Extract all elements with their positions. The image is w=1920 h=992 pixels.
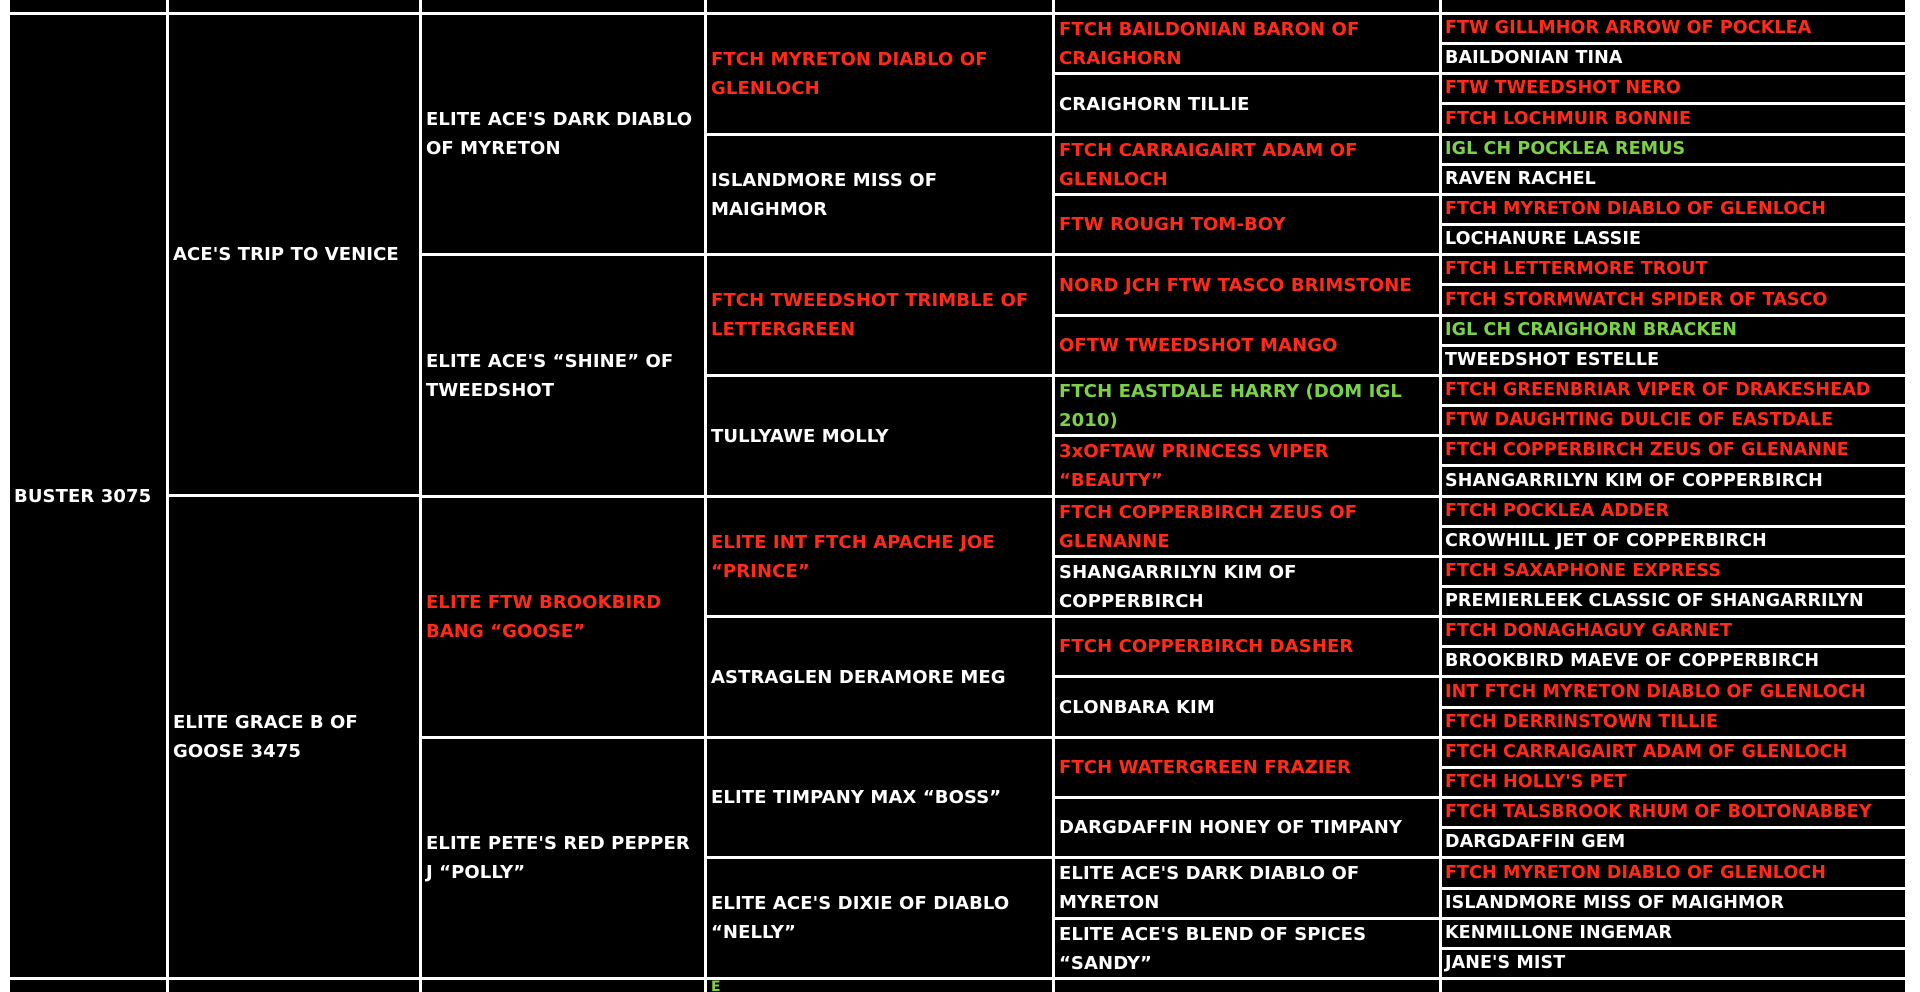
gen5-ancestor-cell bbox=[1442, 588, 1905, 615]
gen4-ancestor-cell bbox=[1055, 437, 1439, 495]
gen5-ancestor-cell bbox=[1442, 407, 1905, 434]
partial-row-top-gen4 bbox=[1055, 0, 1439, 12]
gen5-ancestor-name: FTCH MYRETON DIABLO OF GLENLOCH bbox=[1445, 862, 1826, 883]
gen5-ancestor-name: DARGDAFFIN GEM bbox=[1445, 832, 1626, 852]
subject-name: BUSTER 3075 bbox=[14, 485, 152, 507]
partial-row-top-gen5 bbox=[1442, 0, 1905, 12]
gen5-ancestor-cell bbox=[1442, 347, 1905, 374]
gen5-ancestor-name: FTCH STORMWATCH SPIDER OF TASCO bbox=[1445, 289, 1828, 310]
gen5-ancestor-name: BAILDONIAN TINA bbox=[1445, 48, 1623, 68]
gen3-ancestor-cell bbox=[707, 498, 1052, 615]
gen4-ancestor-name: 3xOFTAW PRINCESS VIPER “BEAUTY” bbox=[1059, 441, 1329, 491]
gen4-ancestor-cell bbox=[1055, 256, 1439, 314]
gen5-ancestor-name: FTCH TALSBROOK RHUM OF BOLTONABBEY bbox=[1445, 802, 1872, 822]
gen4-ancestor-cell bbox=[1055, 15, 1439, 72]
gen4-ancestor-cell bbox=[1055, 618, 1439, 675]
gen5-ancestor-cell bbox=[1442, 799, 1905, 826]
gen5-ancestor-cell bbox=[1442, 769, 1905, 796]
gen2-ancestor-name: ELITE ACE'S “SHINE” OF TWEEDSHOT bbox=[426, 350, 674, 401]
gen5-ancestor-cell bbox=[1442, 377, 1905, 404]
gen5-ancestor-cell bbox=[1442, 920, 1905, 947]
gen3-ancestor-name: ELITE ACE'S DIXIE OF DIABLO “NELLY” bbox=[711, 893, 1010, 943]
gen4-ancestor-name: CRAIGHORN TILLIE bbox=[1059, 93, 1250, 115]
partial-row-bottom-gen0 bbox=[10, 980, 166, 992]
gen3-ancestor-name: FTCH MYRETON DIABLO OF GLENLOCH bbox=[711, 49, 988, 99]
gen3-ancestor-cell bbox=[707, 377, 1052, 495]
gen5-ancestor-name: LOCHANURE LASSIE bbox=[1445, 229, 1641, 249]
gen4-ancestor-cell bbox=[1055, 799, 1439, 856]
gen4-ancestor-name: ELITE ACE'S DARK DIABLO OF MYRETON bbox=[1059, 863, 1360, 913]
partial-row-bottom-gen1 bbox=[169, 980, 419, 992]
gen5-ancestor-name: FTCH DONAGHAGUY GARNET bbox=[1445, 621, 1733, 641]
gen4-ancestor-cell bbox=[1055, 498, 1439, 555]
gen5-ancestor-cell bbox=[1442, 15, 1905, 42]
gen5-ancestor-name: FTCH SAXAPHONE EXPRESS bbox=[1445, 561, 1722, 581]
gen5-ancestor-cell bbox=[1442, 105, 1905, 133]
gen5-ancestor-cell bbox=[1442, 498, 1905, 525]
gen5-ancestor-cell bbox=[1442, 739, 1905, 766]
gen4-ancestor-cell bbox=[1055, 75, 1439, 133]
gen5-ancestor-cell bbox=[1442, 136, 1905, 163]
gen3-ancestor-cell bbox=[707, 136, 1052, 253]
gen4-ancestor-name: ELITE ACE'S BLEND OF SPICES “SANDY” bbox=[1059, 923, 1367, 974]
gen5-ancestor-cell bbox=[1442, 950, 1905, 977]
gen1-dam-name: ELITE GRACE B OF GOOSE 3475 bbox=[173, 712, 358, 762]
gen4-ancestor-cell bbox=[1055, 136, 1439, 193]
gen3-ancestor-cell bbox=[707, 739, 1052, 856]
gen4-ancestor-name: FTW ROUGH TOM-BOY bbox=[1059, 214, 1286, 235]
gen4-ancestor-cell bbox=[1055, 558, 1439, 615]
gen4-ancestor-cell bbox=[1055, 920, 1439, 977]
gen5-ancestor-name: FTCH MYRETON DIABLO OF GLENLOCH bbox=[1445, 199, 1826, 219]
partial-row-bottom-gen5 bbox=[1442, 980, 1905, 992]
gen2-ancestor-name: ELITE PETE'S RED PEPPER J “POLLY” bbox=[426, 833, 690, 883]
partial-row-bottom-gen3 bbox=[707, 980, 1052, 992]
gen5-ancestor-name: INT FTCH MYRETON DIABLO OF GLENLOCH bbox=[1445, 681, 1866, 702]
gen3-ancestor-name: ELITE INT FTCH APACHE JOE “PRINCE” bbox=[711, 531, 995, 582]
gen5-ancestor-name: IGL CH CRAIGHORN BRACKEN bbox=[1445, 320, 1737, 340]
gen2-ancestor-cell bbox=[422, 739, 704, 977]
gen5-ancestor-name: FTCH LETTERMORE TROUT bbox=[1445, 259, 1708, 279]
gen4-ancestor-cell bbox=[1055, 317, 1439, 374]
gen5-ancestor-name: BROOKBIRD MAEVE OF COPPERBIRCH bbox=[1445, 651, 1820, 671]
gen4-ancestor-cell bbox=[1055, 678, 1439, 736]
gen5-ancestor-cell bbox=[1442, 648, 1905, 675]
gen5-ancestor-name: FTCH CARRAIGAIRT ADAM OF GLENLOCH bbox=[1445, 742, 1848, 762]
gen1-sire-name: ACE'S TRIP TO VENICE bbox=[173, 244, 399, 265]
gen1-sire-cell bbox=[169, 15, 419, 494]
gen2-ancestor-cell bbox=[422, 15, 704, 253]
gen3-ancestor-cell bbox=[707, 15, 1052, 133]
gen5-ancestor-name: IGL CH POCKLEA REMUS bbox=[1445, 139, 1686, 159]
gen5-ancestor-name: SHANGARRILYN KIM OF COPPERBIRCH bbox=[1445, 470, 1823, 491]
gen5-ancestor-name: JANE'S MIST bbox=[1445, 953, 1566, 973]
gen4-ancestor-name: FTCH BAILDONIAN BARON OF CRAIGHORN bbox=[1059, 18, 1360, 69]
gen5-ancestor-cell bbox=[1442, 196, 1905, 223]
gen5-ancestor-cell bbox=[1442, 286, 1905, 314]
gen5-ancestor-cell bbox=[1442, 166, 1905, 193]
partial-row-top-gen1 bbox=[169, 0, 419, 12]
partial-row-bottom-gen3-fragment: E bbox=[711, 980, 721, 992]
gen5-ancestor-name: FTCH HOLLY'S PET bbox=[1445, 772, 1627, 792]
gen3-ancestor-name: TULLYAWE MOLLY bbox=[711, 425, 889, 447]
gen5-ancestor-name: TWEEDSHOT ESTELLE bbox=[1445, 350, 1660, 370]
gen4-ancestor-name: CLONBARA KIM bbox=[1059, 696, 1215, 718]
gen5-ancestor-cell bbox=[1442, 618, 1905, 645]
gen5-ancestor-cell bbox=[1442, 317, 1905, 344]
gen5-ancestor-cell bbox=[1442, 558, 1905, 585]
gen5-ancestor-cell bbox=[1442, 859, 1905, 887]
gen5-ancestor-cell bbox=[1442, 437, 1905, 464]
gen5-ancestor-cell bbox=[1442, 678, 1905, 706]
gen2-ancestor-cell bbox=[422, 498, 704, 736]
gen5-ancestor-cell bbox=[1442, 709, 1905, 736]
gen4-ancestor-name: SHANGARRILYN KIM OF COPPERBIRCH bbox=[1059, 561, 1297, 612]
gen4-ancestor-name: FTCH EASTDALE HARRY (DOM IGL 2010) bbox=[1059, 380, 1402, 431]
gen3-ancestor-name: FTCH TWEEDSHOT TRIMBLE OF LETTERGREEN bbox=[711, 290, 1029, 340]
gen5-ancestor-cell bbox=[1442, 256, 1905, 283]
gen5-ancestor-name: KENMILLONE INGEMAR bbox=[1445, 923, 1673, 943]
gen5-ancestor-cell bbox=[1442, 75, 1905, 102]
gen4-ancestor-name: DARGDAFFIN HONEY OF TIMPANY bbox=[1059, 817, 1403, 838]
gen4-ancestor-cell bbox=[1055, 377, 1439, 434]
gen4-ancestor-cell bbox=[1055, 196, 1439, 253]
gen5-ancestor-cell bbox=[1442, 226, 1905, 253]
gen2-ancestor-name: ELITE ACE'S DARK DIABLO OF MYRETON bbox=[426, 109, 693, 159]
gen4-ancestor-cell bbox=[1055, 859, 1439, 917]
gen5-ancestor-name: FTCH LOCHMUIR BONNIE bbox=[1445, 108, 1692, 129]
gen3-ancestor-cell bbox=[707, 618, 1052, 736]
gen5-ancestor-cell bbox=[1442, 528, 1905, 555]
gen5-ancestor-name: PREMIERLEEK CLASSIC OF SHANGARRILYN bbox=[1445, 591, 1864, 611]
gen5-ancestor-cell bbox=[1442, 890, 1905, 917]
gen3-ancestor-name: ISLANDMORE MISS OF MAIGHMOR bbox=[711, 169, 938, 220]
gen5-ancestor-name: FTCH COPPERBIRCH ZEUS OF GLENANNE bbox=[1445, 440, 1849, 460]
partial-row-bottom-gen4 bbox=[1055, 980, 1439, 992]
gen4-ancestor-name: OFTW TWEEDSHOT MANGO bbox=[1059, 335, 1338, 356]
gen5-ancestor-name: FTW DAUGHTING DULCIE OF EASTDALE bbox=[1445, 410, 1834, 430]
partial-row-top-gen3 bbox=[707, 0, 1052, 12]
gen4-ancestor-name: FTCH WATERGREEN FRAZIER bbox=[1059, 757, 1351, 778]
gen5-ancestor-name: FTCH POCKLEA ADDER bbox=[1445, 501, 1670, 521]
gen5-ancestor-name: FTCH GREENBRIAR VIPER OF DRAKESHEAD bbox=[1445, 380, 1871, 400]
gen4-ancestor-name: FTCH COPPERBIRCH ZEUS OF GLENANNE bbox=[1059, 501, 1358, 552]
partial-row-top-gen0 bbox=[10, 0, 166, 12]
gen3-ancestor-name: ELITE TIMPANY MAX “BOSS” bbox=[711, 787, 1002, 808]
gen5-ancestor-name: FTW GILLMHOR ARROW OF POCKLEA bbox=[1445, 18, 1812, 38]
gen2-ancestor-cell bbox=[422, 256, 704, 495]
gen5-ancestor-cell bbox=[1442, 45, 1905, 72]
gen2-ancestor-name: ELITE FTW BROOKBIRD BANG “GOOSE” bbox=[426, 592, 662, 642]
gen5-ancestor-name: FTW TWEEDSHOT NERO bbox=[1445, 78, 1681, 98]
gen3-ancestor-cell bbox=[707, 859, 1052, 977]
gen5-ancestor-cell bbox=[1442, 467, 1905, 495]
gen5-ancestor-name: RAVEN RACHEL bbox=[1445, 169, 1596, 189]
gen4-ancestor-name: FTCH COPPERBIRCH DASHER bbox=[1059, 636, 1354, 657]
gen4-ancestor-name: FTCH CARRAIGAIRT ADAM OF GLENLOCH bbox=[1059, 139, 1358, 190]
gen1-dam-cell bbox=[169, 497, 419, 977]
partial-row-bottom-gen2 bbox=[422, 980, 704, 992]
gen4-ancestor-name: NORD JCH FTW TASCO BRIMSTONE bbox=[1059, 274, 1412, 296]
gen5-ancestor-name: FTCH DERRINSTOWN TILLIE bbox=[1445, 712, 1719, 732]
gen5-ancestor-cell bbox=[1442, 829, 1905, 856]
gen3-ancestor-name: ASTRAGLEN DERAMORE MEG bbox=[711, 666, 1006, 688]
partial-row-top-gen2 bbox=[422, 0, 704, 12]
subject-cell bbox=[10, 15, 166, 977]
gen5-ancestor-name: CROWHILL JET OF COPPERBIRCH bbox=[1445, 531, 1767, 551]
gen5-ancestor-name: ISLANDMORE MISS OF MAIGHMOR bbox=[1445, 893, 1785, 913]
gen3-ancestor-cell bbox=[707, 256, 1052, 374]
gen4-ancestor-cell bbox=[1055, 739, 1439, 796]
